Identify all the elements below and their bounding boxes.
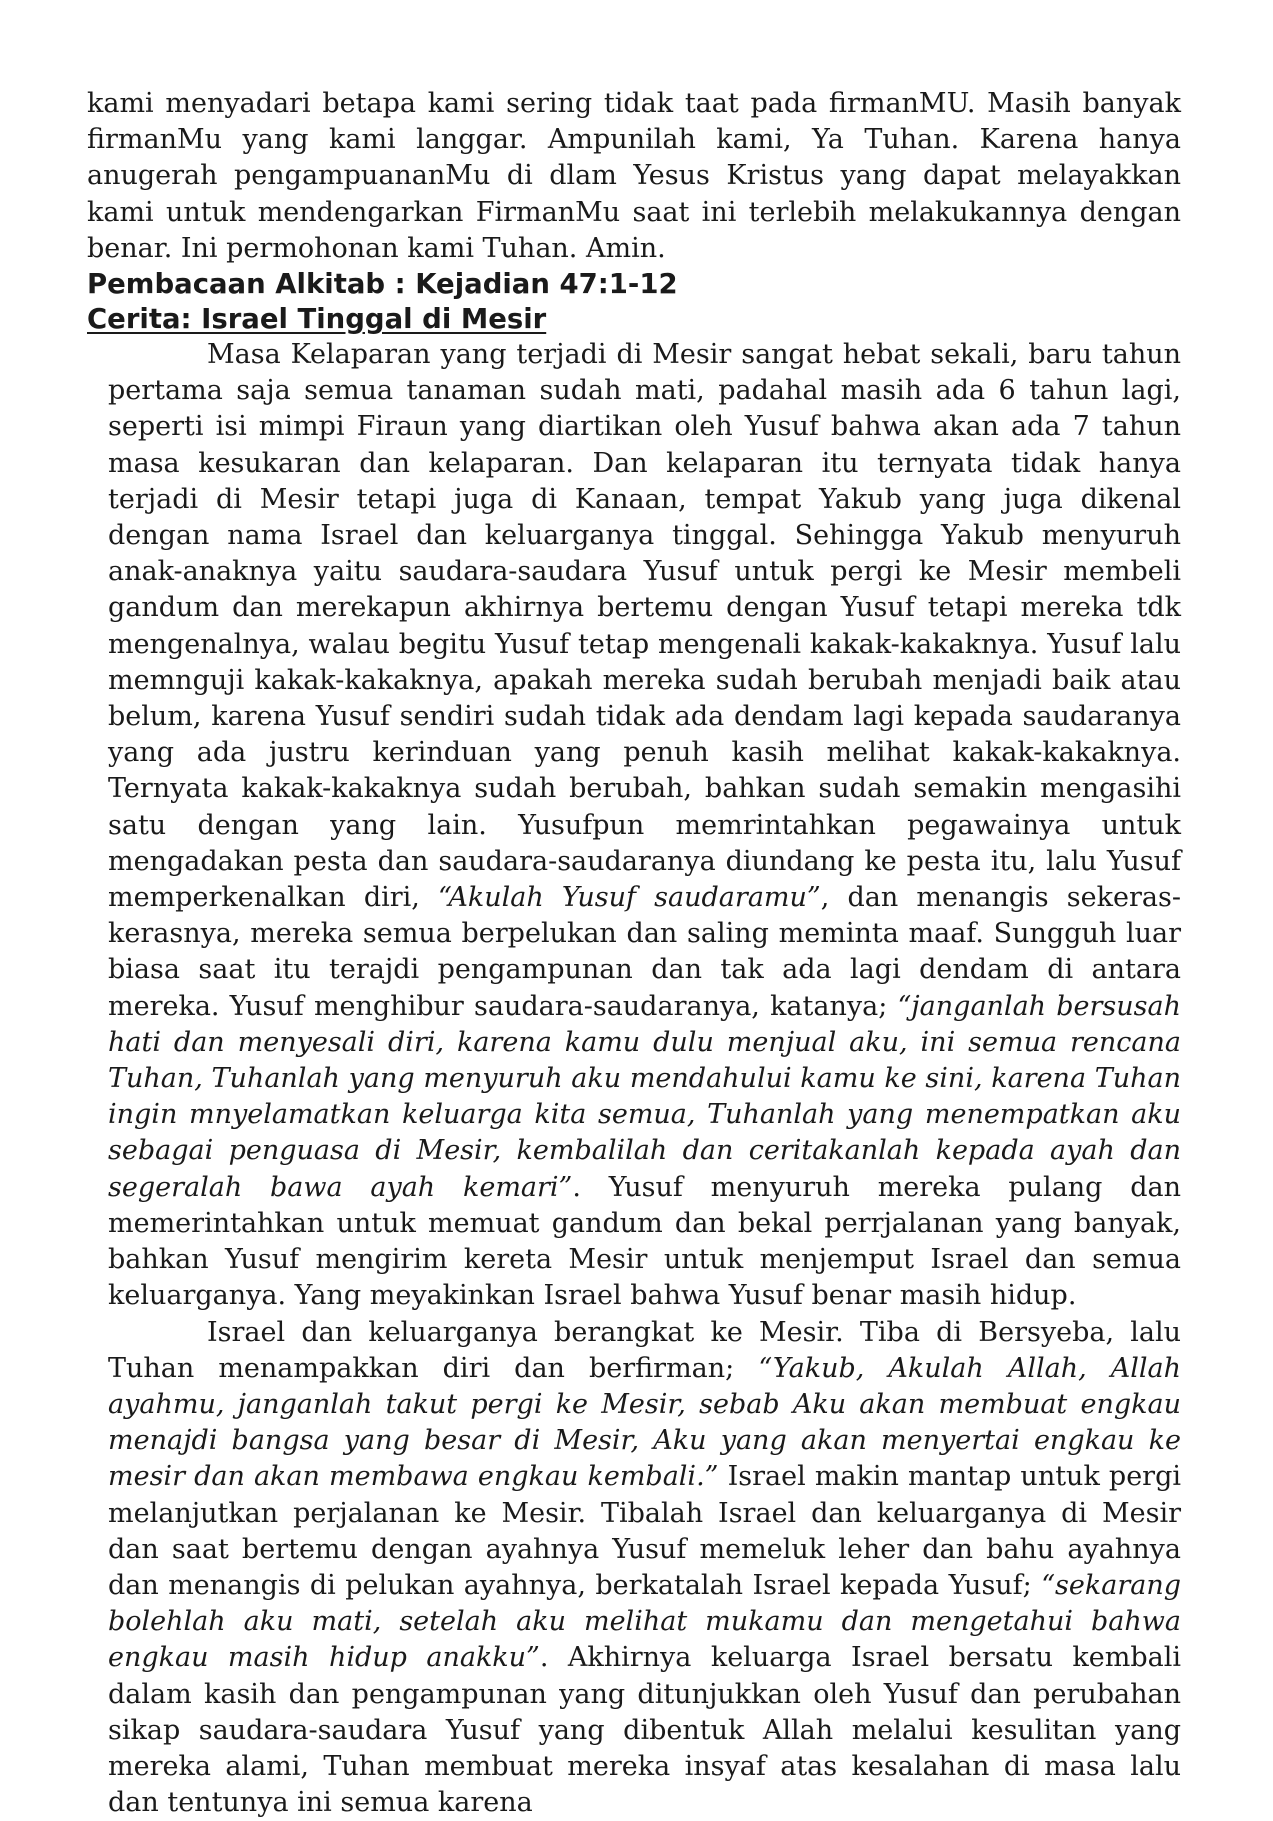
reading-heading: Pembacaan Alkitab : Kejadian 47:1-12 bbox=[87, 267, 1181, 302]
story-paragraph-2 bbox=[108, 1315, 1181, 1821]
story-body bbox=[87, 337, 1181, 1821]
paragraph-text: Masa Kelaparan yang terjadi di Mesir sangat hebat sekali, baru tahun pertama saja semua tanaman sudah mati, padahal masih ada 6 tahun lagi, seperti isi mimpi Firaun yang diartikan oleh Yusuf bahwa akan ada 7 tahun masa kesukaran dan kelaparan. Dan kelaparan itu ternyata tidak hanya terjadi di Mesir tetapi juga di Kanaan, tempat Yakub yang juga dikenal dengan nama Israel dan keluarganya tinggal. Sehingga Yakub menyuruh anak-anaknya yaitu saudara-saudara Yusuf untuk pergi ke Mesir membeli gandum dan merekapun akhirnya bertemu dengan Yusuf tetapi mereka tdk mengenalnya, walau begitu Yusuf tetap mengenali kakak-kakaknya. Yusuf lalu memnguji kakak-kakaknya, apakah mereka sudah berubah menjadi baik atau belum, karena Yusuf sendiri sudah tidak ada dendam lagi kepada saudaranya yang ada justru kerinduan yang penuh kasih melihat kakak-kakaknya. Ternyata kakak-kakaknya sudah berubah, bahkan sudah semakin mengasihi satu dengan yang lain. Yusufpun memrintahkan pegawainya untuk mengadakan pesta dan saudara-saudaranya diundang ke pesta itu, lalu Yusuf memperkenalkan diri, bbox=[108, 339, 1181, 913]
story-heading: Cerita: Israel Tinggal di Mesir bbox=[87, 302, 1181, 337]
paragraph-text: . Akhirnya keluarga Israel bersatu kembali dalam kasih dan pengampunan yang ditunjukkan oleh Yusuf dan perubahan sikap saudara-saudara Yusuf yang dibentuk Allah melalui kesulitan yang mereka alami, Tuhan membuat mereka insyaf atas kesalahan di masa lalu dan tentunya ini semua karena bbox=[108, 1642, 1181, 1818]
paragraph-text: Israel dan keluarganya berangkat ke Mesir. Tiba di Bersyeba, lalu Tuhan menampakkan diri dan berfirman; bbox=[108, 1317, 1181, 1384]
quote-text: “Akulah Yusuf saudaramu” bbox=[438, 882, 821, 913]
paragraph-text: Israel makin mantap untuk pergi melanjutkan perjalanan ke Mesir. Tibalah Israel dan keluarganya di Mesir dan saat bertemu dengan ayahnya Yusuf memeluk leher dan bahu ayahnya dan menangis di pelukan ayahnya, berkatalah Israel kepada Yusuf; bbox=[108, 1461, 1181, 1601]
paragraph-text: , dan menangis sekeras-kerasnya, mereka semua berpelukan dan saling meminta maaf. Sungguh luar biasa saat itu terajdi pengampunan dan tak ada lagi dendam di antara mereka. Yusuf menghibur saudara-saudaranya, katanya; bbox=[108, 882, 1181, 1022]
quote-text: “janganlah bersusah hati dan menyesali diri, karena kamu dulu menjual aku, ini semua rencana Tuhan, Tuhanlah yang menyuruh aku mendahului kamu ke sini, karena Tuhan ingin mnyelamatkan keluarga kita semua, Tuhanlah yang menempatkan aku sebagai penguasa di Mesir, kembalilah dan ceritakanlah kepada ayah dan segeralah bawa ayah kemari” bbox=[108, 991, 1181, 1203]
paragraph-text: . Yusuf menyuruh mereka pulang dan memerintahkan untuk memuat gandum dan bekal perrjalanan yang banyak, bahkan Yusuf mengirim kereta Mesir untuk menjemput Israel dan semua keluarganya. Yang meyakinkan Israel bahwa Yusuf benar masih hidup. bbox=[108, 1172, 1181, 1312]
quote-text: “sekarang bolehlah aku mati, setelah aku melihat mukamu dan mengetahui bahwa engkau masih hidup anakku” bbox=[108, 1570, 1181, 1673]
intro-paragraph: kami menyadari betapa kami sering tidak taat pada firmanMU. Masih banyak firmanMu yang kami langgar. Ampunilah kami, Ya Tuhan. Karena hanya anugerah pengampuananMu di dlam Yesus Kristus yang dapat melayakkan kami untuk mendengarkan FirmanMu saat ini terlebih melakukannya dengan benar. Ini permohonan kami Tuhan. Amin. bbox=[87, 86, 1181, 267]
story-paragraph-1 bbox=[108, 337, 1181, 1314]
quote-text: “Yakub, Akulah Allah, Allah ayahmu, janganlah takut pergi ke Mesir, sebab Aku akan membuat engkau menajdi bangsa yang besar di Mesir, Aku yang akan menyertai engkau ke mesir dan akan membawa engkau kembali.” bbox=[108, 1353, 1181, 1493]
